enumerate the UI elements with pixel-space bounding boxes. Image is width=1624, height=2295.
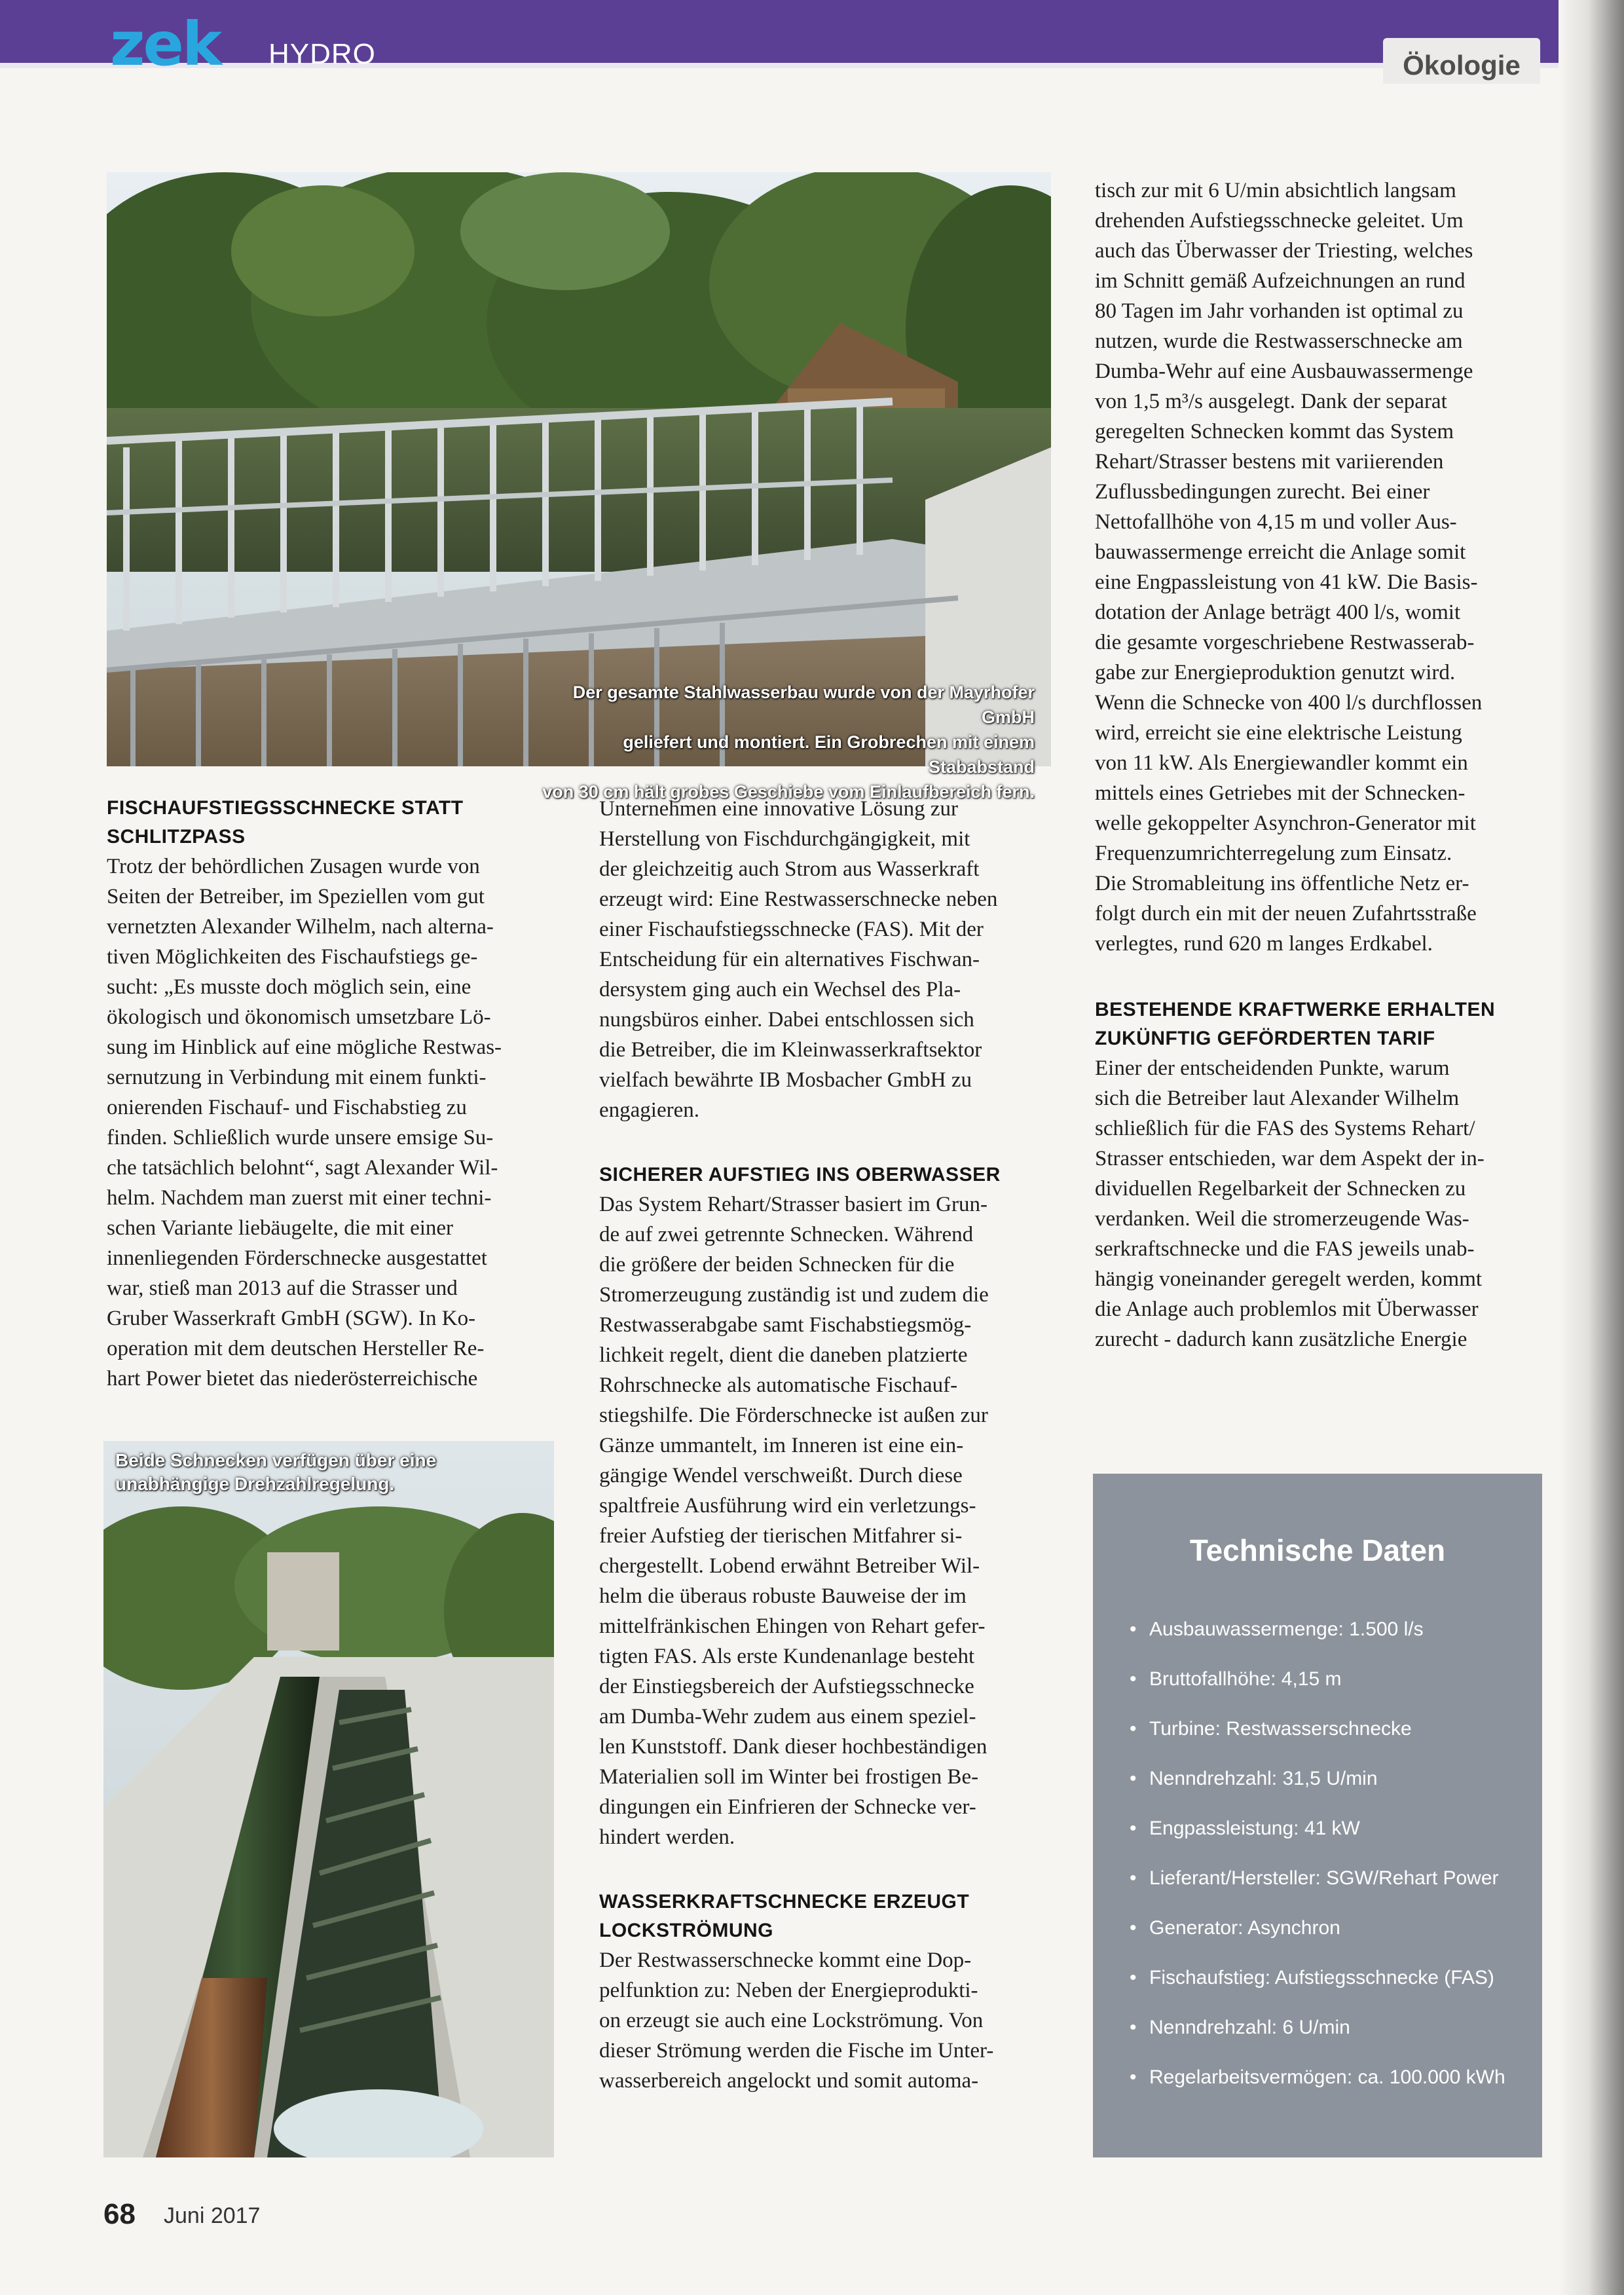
photo-top-caption	[537, 680, 1035, 804]
text-line: auch das Überwasser der Triesting, welches	[1095, 239, 1473, 263]
text-line: die gesamte vorgeschriebene Restwasserab-	[1095, 631, 1475, 654]
text-line: dividuellen Regelbarkeit der Schnecken zu	[1095, 1177, 1466, 1201]
text-line: nutzen, wurde die Restwasserschnecke am	[1095, 329, 1463, 353]
text-line: nungsbüros einher. Dabei entschlossen sich	[599, 1008, 974, 1032]
bullet-icon: •	[1130, 1917, 1137, 1939]
photo-top-caption-line: Der gesamte Stahlwasserbau wurde von der Mayrhofer GmbH	[572, 682, 1035, 727]
text-line: wasserbereich angelockt und somit automa-	[599, 2069, 979, 2093]
text-line: von 11 kW. Als Energiewandler kommt ein	[1095, 751, 1468, 775]
column-1	[107, 794, 554, 1394]
bullet-icon: •	[1130, 1818, 1137, 1839]
text-line: stiegshilfe. Die Förderschnecke ist außen zur	[599, 1404, 988, 1427]
technical-data-item	[1130, 1867, 1505, 1916]
text-line: Frequenzumrichterregelung zum Einsatz.	[1095, 842, 1452, 865]
text-line: erzeugt wird: Eine Restwasserschnecke neben	[599, 887, 998, 911]
text-line: vielfach bewährte IB Mosbacher GmbH zu	[599, 1068, 972, 1092]
text-line: Zuflussbedingungen zurecht. Bei einer	[1095, 480, 1430, 504]
text-line: operation mit dem deutschen Hersteller Re-	[107, 1337, 485, 1360]
technical-data-text: Regelarbeitsvermögen: ca. 100.000 kWh	[1149, 2066, 1505, 2088]
text-line: on erzeugt sie auch eine Lockströmung. Von	[599, 2009, 984, 2032]
text-line: die Betreiber, die im Kleinwasserkraftsektor	[599, 1038, 982, 1062]
text-line: verlegtes, rund 620 m langes Erdkabel.	[1095, 932, 1433, 956]
text-line: spaltfreie Ausführung wird ein verletzungs-	[599, 1494, 976, 1518]
technical-data-list	[1130, 1618, 1505, 2116]
technical-data-text: Bruttofallhöhe: 4,15 m	[1149, 1668, 1342, 1690]
technical-data-item	[1130, 1717, 1505, 1767]
text-line: Wenn die Schnecke von 400 l/s durchflossen	[1095, 691, 1483, 715]
text-line: engagieren.	[599, 1098, 699, 1122]
technical-data-text: Lieferant/Hersteller: SGW/Rehart Power	[1149, 1867, 1499, 1889]
text-line: serkraftschnecke und die FAS jeweils unab-	[1095, 1237, 1475, 1261]
text-line: welle gekoppelter Asynchron-Generator mit	[1095, 812, 1476, 835]
text-line: hart Power bietet das niederösterreichische	[107, 1367, 478, 1390]
technical-data-text: Generator: Asynchron	[1149, 1917, 1340, 1939]
text-line: eine Engpassleistung von 41 kW. Die Basis-	[1095, 570, 1478, 594]
heading-wasserkraftschnecke: WASSERKRAFTSCHNECKE ERZEUGT LOCKSTRÖMUNG	[599, 1891, 970, 1941]
text-line: pelfunktion zu: Neben der Energieprodukti-	[599, 1979, 978, 2002]
bullet-icon: •	[1130, 1967, 1137, 1988]
text-line: Trotz der behördlichen Zusagen wurde von	[107, 855, 480, 878]
text-line: tisch zur mit 6 U/min absichtlich langsam	[1095, 179, 1456, 202]
text-line: dingungen ein Einfrieren der Schnecke ver-	[599, 1795, 976, 1819]
text-line: Herstellung von Fischdurchgängigkeit, mit	[599, 827, 970, 851]
photo-top-caption-line: geliefert und montiert. Ein Grobrechen mit einem Stababstand	[623, 732, 1035, 777]
technical-data-text: Turbine: Restwasserschnecke	[1149, 1718, 1412, 1740]
text-line: Stromerzeugung zuständig ist und zudem die	[599, 1283, 989, 1307]
text-line: schließlich für die FAS des Systems Rehart/	[1095, 1117, 1475, 1140]
text-line: Rohrschnecke als automatische Fischauf-	[599, 1373, 958, 1397]
text-line: Das System Rehart/Strasser basiert im Grun-	[599, 1193, 987, 1216]
section-label: HYDRO	[268, 38, 376, 70]
text-line: einer Fischaufstiegsschnecke (FAS). Mit der	[599, 918, 984, 941]
technical-data-item	[1130, 1966, 1505, 2016]
text-line: von 1,5 m³/s ausgelegt. Dank der separat	[1095, 390, 1447, 413]
text-line: Strasser entschieden, war dem Aspekt der in-	[1095, 1147, 1485, 1170]
text-line: freier Aufstieg der tierischen Mitfahrer si-	[599, 1524, 963, 1548]
text-line: Gänze ummantelt, im Inneren ist eine ein-	[599, 1434, 964, 1457]
technical-data-text: Ausbauwassermenge: 1.500 l/s	[1149, 1618, 1424, 1640]
text-line: len Kunststoff. Dank dieser hochbeständigen	[599, 1735, 987, 1759]
text-line: Materialien soll im Winter bei frostigen Be-	[599, 1765, 979, 1789]
bullet-icon: •	[1130, 1668, 1137, 1690]
category-tab: Ökologie	[1383, 38, 1540, 84]
text-line: che tatsächlich belohnt“, sagt Alexander Wil-	[107, 1156, 498, 1180]
text-line: hindert werden.	[599, 1825, 735, 1849]
text-line: Nettofallhöhe von 4,15 m und voller Aus-	[1095, 510, 1457, 534]
technical-data-item	[1130, 2066, 1505, 2116]
text-line: der Einstiegsbereich der Aufstiegsschnecke	[599, 1675, 974, 1698]
text-line: de auf zwei getrennte Schnecken. Während	[599, 1223, 974, 1246]
photo-weir-rake	[107, 172, 1051, 766]
text-line: sich die Betreiber laut Alexander Wilhelm	[1095, 1087, 1460, 1110]
text-line: dersystem ging auch ein Wechsel des Pla-	[599, 978, 961, 1001]
text-line: sernutzung in Verbindung mit einem funkti-	[107, 1066, 487, 1089]
text-line: mittels eines Getriebes mit der Schnecken-	[1095, 781, 1466, 805]
text-line: helm die überaus robuste Bauweise der im	[599, 1584, 967, 1608]
text-line: dotation der Anlage beträgt 400 l/s, womit	[1095, 601, 1461, 624]
text-line: gängige Wendel verschweißt. Durch diese	[599, 1464, 963, 1487]
text-line: Die Stromableitung ins öffentliche Netz er-	[1095, 872, 1469, 895]
bullet-icon: •	[1130, 2017, 1137, 2038]
photo-screws-image	[103, 1441, 554, 2157]
heading-sicherer-aufstieg: SICHERER AUFSTIEG INS OBERWASSER	[599, 1164, 1001, 1185]
text-line: vernetzten Alexander Wilhelm, nach alterna-	[107, 915, 494, 939]
bullet-icon: •	[1130, 1867, 1137, 1889]
column-2	[599, 794, 1048, 2096]
text-line: dieser Strömung werden die Fische im Unter-	[599, 2039, 994, 2062]
text-line: drehenden Aufstiegsschnecke geleitet. Um	[1095, 209, 1464, 233]
column-3	[1095, 176, 1543, 1354]
text-line: gabe zur Energieproduktion genutzt wird.	[1095, 661, 1456, 684]
text-line: sucht: „Es musste doch möglich sein, eine	[107, 975, 471, 999]
text-line: Gruber Wasserkraft GmbH (SGW). In Ko-	[107, 1307, 476, 1330]
text-line: Entscheidung für ein alternatives Fischwan-	[599, 948, 980, 971]
heading-bestehende-kraftwerke: BESTEHENDE KRAFTWERKE ERHALTEN	[1095, 999, 1496, 1020]
text-line: tigten FAS. Als erste Kundenanlage besteht	[599, 1645, 975, 1668]
photo-bottom-caption	[115, 1449, 508, 1496]
technical-data-title: Technische Daten	[1189, 1533, 1446, 1567]
photo-bottom-caption-line: Beide Schnecken verfügen über eine	[115, 1450, 437, 1470]
text-line: 80 Tagen im Jahr vorhanden ist optimal zu	[1095, 299, 1464, 323]
text-line: onierenden Fischauf- und Fischabstieg zu	[107, 1096, 467, 1119]
text-line: chergestellt. Lobend erwähnt Betreiber Wil-	[599, 1554, 980, 1578]
text-line: die Anlage auch problemlos mit Überwasser	[1095, 1297, 1479, 1321]
heading-bestehende-kraftwerke-line2: ZUKÜNFTIG GEFÖRDERTEN TARIF	[1095, 1028, 1435, 1049]
text-line: Unternehmen eine innovative Lösung zur	[599, 797, 958, 821]
text-line: Der Restwasserschnecke kommt eine Dop-	[599, 1949, 972, 1972]
photo-top-caption-line: von 30 cm hält grobes Geschiebe vom Einlaufbereich fern.	[542, 782, 1035, 802]
text-line: helm. Nachdem man zuerst mit einer techni-	[107, 1186, 492, 1210]
text-line: die größere der beiden Schnecken für die	[599, 1253, 955, 1277]
text-line: zurecht - dadurch kann zusätzliche Energie	[1095, 1328, 1467, 1351]
text-line: lichkeit regelt, dient die daneben platzierte	[599, 1343, 968, 1367]
photo-bottom-caption-line: unabhängige Drehzahlregelung.	[115, 1474, 395, 1494]
text-line: ökologisch und ökonomisch umsetzbare Lö-	[107, 1005, 491, 1029]
technical-data-box	[1093, 1474, 1542, 2157]
text-line: tiven Möglichkeiten des Fischaufstiegs ge-	[107, 945, 478, 969]
text-line: finden. Schließlich wurde unsere emsige Su-	[107, 1126, 494, 1149]
bullet-icon: •	[1130, 1718, 1137, 1740]
text-line: schen Variante liebäugelte, die mit einer	[107, 1216, 454, 1240]
bullet-icon: •	[1130, 1768, 1137, 1789]
technical-data-item	[1130, 1668, 1505, 1717]
text-line: Restwasserabgabe samt Fischabstiegsmög-	[599, 1313, 972, 1337]
text-line: wird, erreicht sie eine elektrische Leistung	[1095, 721, 1462, 745]
text-line: geregelten Schnecken kommt das System	[1095, 420, 1454, 443]
text-line: verdanken. Weil die stromerzeugende Was-	[1095, 1207, 1469, 1231]
text-line: im Schnitt gemäß Aufzeichnungen an rund	[1095, 269, 1466, 293]
text-line: war, stieß man 2013 auf die Strasser und	[107, 1277, 458, 1300]
technical-data-text: Fischaufstieg: Aufstiegsschnecke (FAS)	[1149, 1967, 1494, 1988]
heading-fischaufstiegsschnecke: FISCHAUFSTIEGSSCHNECKE STATT SCHLITZPASS	[107, 797, 464, 848]
technical-data-text: Engpassleistung: 41 kW	[1149, 1818, 1360, 1839]
text-line: hängig voneinander geregelt werden, kommt	[1095, 1267, 1483, 1291]
technical-data-item	[1130, 1767, 1505, 1817]
text-line: mittelfränkischen Ehingen von Rehart gefer-	[599, 1614, 986, 1638]
photo-weir-rake-image	[107, 172, 1051, 766]
bullet-icon: •	[1130, 2066, 1137, 2088]
page-edge-shadow	[1559, 0, 1624, 2295]
magazine-logo: zek	[110, 9, 221, 79]
text-line: am Dumba-Wehr zudem aus einem speziel-	[599, 1705, 976, 1728]
text-line: Rehart/Strasser bestens mit variierenden	[1095, 450, 1444, 474]
technical-data-text: Nenndrehzahl: 6 U/min	[1149, 2017, 1350, 2038]
technical-data-item	[1130, 1817, 1505, 1867]
header-divider	[0, 63, 1559, 68]
text-line: Seiten der Betreiber, im Speziellen vom gut	[107, 885, 485, 908]
text-line: innenliegenden Förderschnecke ausgestattet	[107, 1246, 487, 1270]
photo-screws	[103, 1441, 554, 2157]
technical-data-item	[1130, 2016, 1505, 2066]
technical-data-item	[1130, 1916, 1505, 1966]
bullet-icon: •	[1130, 1618, 1137, 1640]
text-line: bauwassermenge erreicht die Anlage somit	[1095, 540, 1466, 564]
issue-date: Juni 2017	[164, 2203, 261, 2228]
text-line: Einer der entscheidenden Punkte, warum	[1095, 1056, 1450, 1080]
technical-data-item	[1130, 1618, 1505, 1668]
text-line: der gleichzeitig auch Strom aus Wasserkraft	[599, 857, 980, 881]
header-bar	[0, 0, 1559, 68]
text-line: sung im Hinblick auf eine mögliche Restwas-	[107, 1036, 502, 1059]
text-line: folgt durch ein mit der neuen Zufahrtsstraße	[1095, 902, 1477, 925]
text-line: Dumba-Wehr auf eine Ausbauwassermenge	[1095, 360, 1473, 383]
technical-data-text: Nenndrehzahl: 31,5 U/min	[1149, 1768, 1378, 1789]
page-number: 68	[103, 2198, 136, 2230]
